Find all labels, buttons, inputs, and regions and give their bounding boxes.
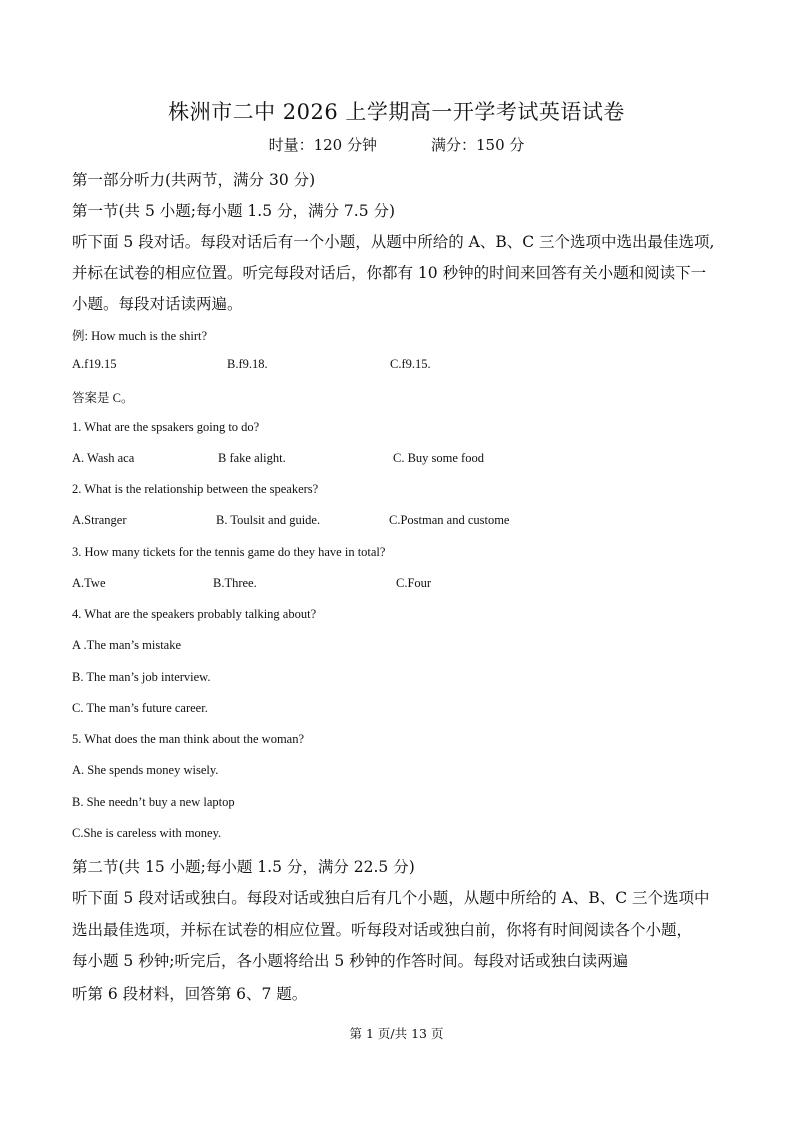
- part-heading: 第一部分听力(共两节，满分 30 分): [72, 171, 316, 189]
- instruction-line: 小题。每段对话读两遍。: [72, 295, 243, 313]
- example-question: 例: How much is the shirt?: [72, 329, 208, 343]
- page-title: 株洲市二中 2026 上学期高一开学考试英语试卷: [168, 100, 625, 124]
- option-c: C.Postman and custome: [389, 513, 510, 527]
- example-answer: 答案是 C。: [72, 391, 134, 405]
- option-c: C.f9.15.: [390, 357, 431, 371]
- option-b: B.f9.18.: [227, 357, 268, 371]
- question: 1. What are the spsakers going to do?: [72, 420, 260, 434]
- option-a: A.Twe: [72, 576, 106, 590]
- question: 5. What does the man think about the woman?: [72, 732, 305, 746]
- instruction-line: 听下面 5 段对话。每段对话后有一个小题，从题中所给的 A、B、C 三个选项中选出最佳选项,: [72, 233, 715, 251]
- option-a: A. Wash aca: [72, 451, 135, 465]
- full-score: 满分：150 分: [431, 136, 525, 154]
- option-b: B. She needn’t buy a new laptop: [72, 795, 235, 809]
- option-b: B. The man’s job interview.: [72, 670, 211, 684]
- question: 2. What is the relationship between the speakers?: [72, 482, 319, 496]
- option-b: B. Toulsit and guide.: [216, 513, 321, 527]
- option-c: C. The man’s future career.: [72, 701, 208, 715]
- option-a: A. She spends money wisely.: [72, 763, 219, 777]
- option-a: A.Stranger: [72, 513, 127, 527]
- instruction-line: 并标在试卷的相应位置。听完每段对话后，你都有 10 秒钟的时间来回答有关小题和阅读下一: [72, 264, 707, 282]
- option-c: C.Four: [396, 576, 432, 590]
- exam-meta: [0, 134, 793, 155]
- option-c: C. Buy some food: [393, 451, 484, 465]
- instruction-line: 听下面 5 段对话或独白。每段对话或独白后有几个小题，从题中所给的 A、B、C 三个选项中: [72, 889, 710, 907]
- time-limit: 时量：120 分钟: [268, 136, 377, 154]
- instruction-line: 选出最佳选项，并标在试卷的相应位置。听每段对话或独白前，你将有时间阅读各个小题，: [72, 921, 693, 939]
- section-heading: 第一节(共 5 小题;每小题 1.5 分，满分 7.5 分): [72, 202, 396, 220]
- option-a: A.f19.15: [72, 357, 117, 371]
- option-b: B.Three.: [213, 576, 257, 590]
- option-c: C.She is careless with money.: [72, 826, 222, 840]
- option-a: A .The man’s mistake: [72, 638, 182, 652]
- question: 3. How many tickets for the tennis game do they have in total?: [72, 545, 386, 559]
- question: 4. What are the speakers probably talking about?: [72, 607, 317, 621]
- section-heading: 第二节(共 15 小题;每小题 1.5 分，满分 22.5 分): [72, 858, 415, 876]
- option-b: B fake alight.: [218, 451, 286, 465]
- instruction-line: 听第 6 段材料，回答第 6、7 题。: [72, 985, 308, 1003]
- instruction-line: 每小题 5 秒钟;听完后，各小题将给出 5 秒钟的作答时间。每段对话或独白读两遍: [72, 952, 629, 970]
- page-number: 第 1 页/共 13 页: [349, 1026, 444, 1041]
